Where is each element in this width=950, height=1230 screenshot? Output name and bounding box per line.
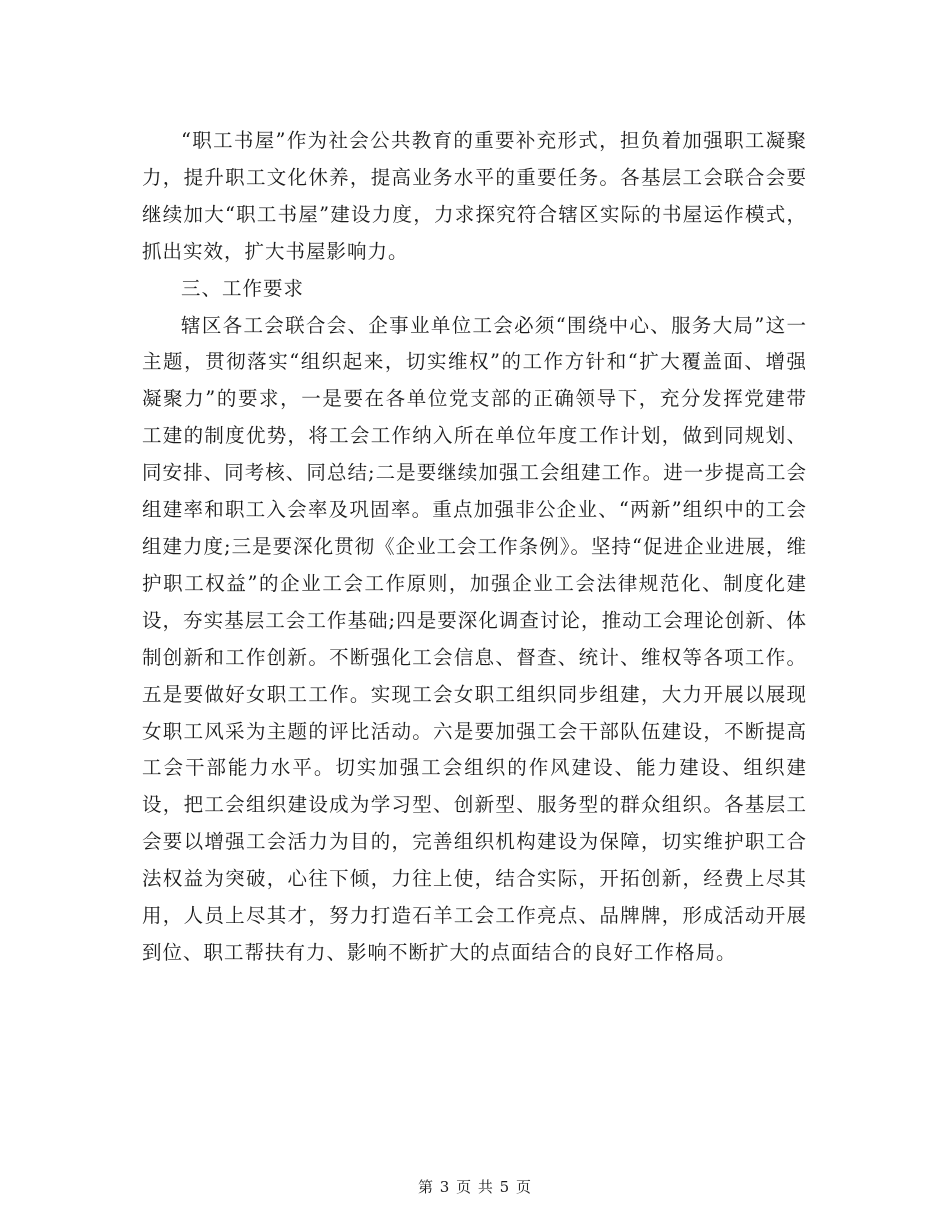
section-heading-work-requirements: 三、工作要求	[181, 276, 305, 300]
document-body	[142, 123, 807, 972]
paragraph-workers-bookhouse: “职工书屋”作为社会公共教育的重要补充形式，担负着加强职工凝聚力，提升职工文化休养，提高业务水平的重要任务。各基层工会联合会要继续加大“职工书屋”建设力度，力求探究符合辖区实际的书屋运作模式，抓出实效，扩大书屋影响力。	[142, 129, 807, 263]
page-number-footer: 第 3 页 共 5 页	[418, 1178, 532, 1196]
paragraph-work-requirements: 辖区各工会联合会、企事业单位工会必须“围绕中心、服务大局”这一主题，贯彻落实“组织起来，切实维权”的工作方针和“扩大覆盖面、增强凝聚力”的要求，一是要在各单位党支部的正确领导下，充分发挥党建带工建的制度优势，将工会工作纳入所在单位年度工作计划，做到同规划、同安排、同考核、同总结;二是要继续加强工会组建工作。进一步提高工会组建率和职工入会率及巩固率。重点加强非公企业、“两新”组织中的工会组建力度;三是要深化贯彻《企业工会工作条例》。坚持“促进企业进展，维护职工权益”的企业工会工作原则，加强企业工会法律规范化、制度化建设，夯实基层工会工作基础;四是要深化调查讨论，推动工会理论创新、体制创新和工作创新。不断强化工会信息、督查、统计、维权等各项工作。五是要做好女职工工作。实现工会女职工组织同步组建，大力开展以展现女职工风采为主题的评比活动。六是要加强工会干部队伍建设，不断提高工会干部能力水平。切实加强工会组织的作风建设、能力建设、组织建设，把工会组织建设成为学习型、创新型、服务型的群众组织。各基层工会要以增强工会活力为目的，完善组织机构建设为保障，切实维护职工合法权益为突破，心往下倾，力往上使，结合实际，开拓创新，经费上尽其用，人员上尽其才，努力打造石羊工会工作亮点、品牌牌，形成活动开展到位、职工帮扶有力、影响不断扩大的点面结合的良好工作格局。	[142, 313, 807, 964]
